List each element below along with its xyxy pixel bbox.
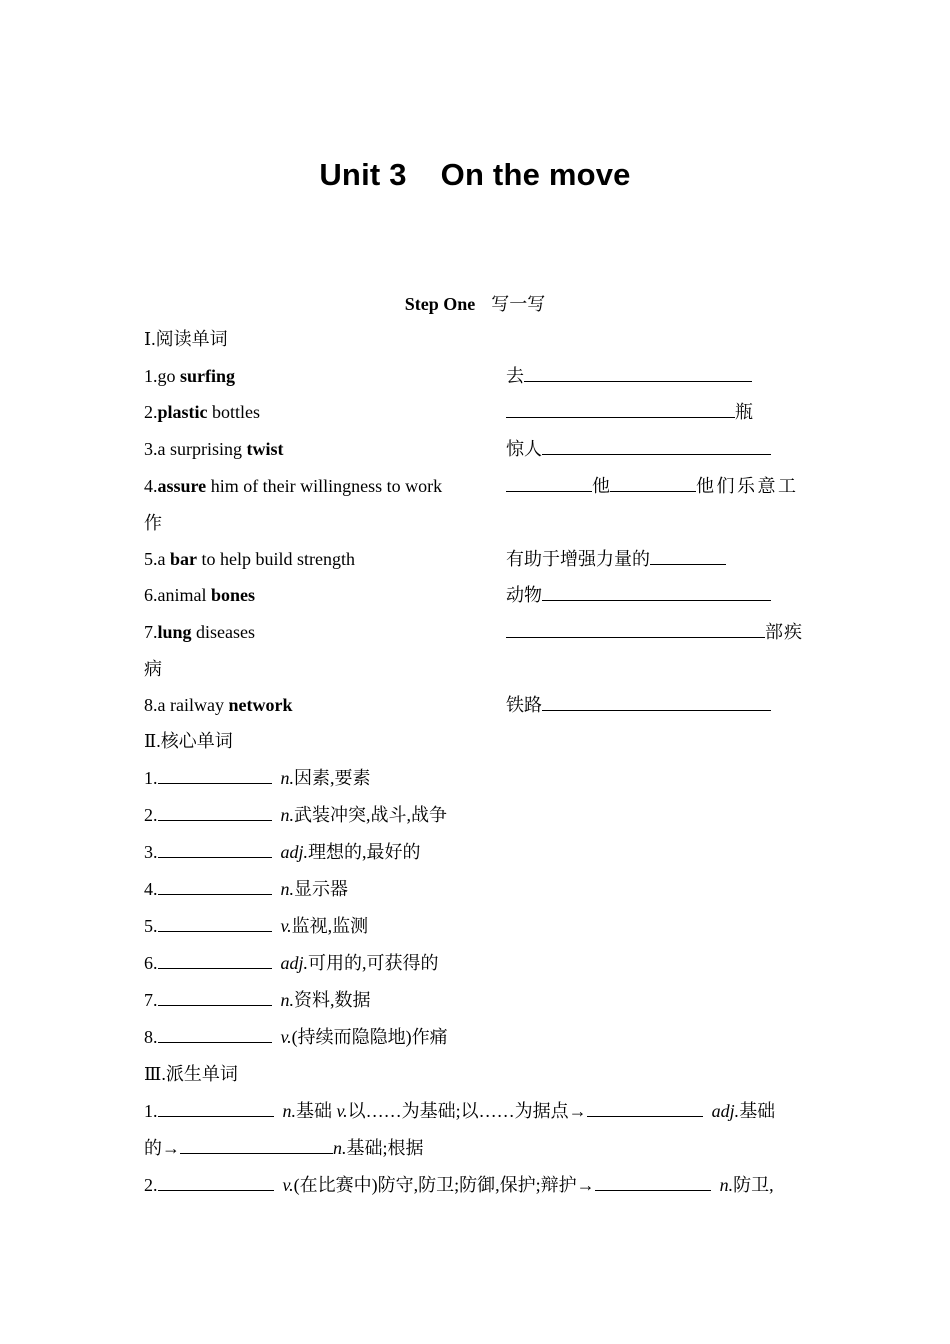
- answer-blank[interactable]: [524, 364, 752, 382]
- answer-blank[interactable]: [158, 877, 272, 895]
- reading-answer-5: 有助于增强力量的: [506, 546, 726, 572]
- core-item-6: 6. adj.可用的,可获得的: [144, 953, 439, 973]
- derived-item-2: 2. v.(在比赛中)防守,防卫;防御,保护;辩护→ n.防卫,: [144, 1175, 774, 1195]
- reading-answer-8: 铁路: [506, 692, 771, 718]
- derived-item-1: 1. n.基础 v.以……为基础;以……为据点→ adj.基础: [144, 1101, 776, 1121]
- answer-blank[interactable]: [587, 1099, 703, 1117]
- page-title: Unit 3 On the move: [319, 157, 631, 192]
- answer-blank[interactable]: [158, 1025, 272, 1043]
- derived-item-1-wrap: 的→ n.基础;根据: [144, 1138, 424, 1158]
- reading-item-7: 7.lung diseases: [144, 622, 256, 642]
- answer-blank[interactable]: [506, 474, 592, 492]
- reading-item-4: 4.assure him of their willingness to work: [144, 476, 443, 496]
- core-item-2: 2. n.武装冲突,战斗,战争: [144, 805, 447, 825]
- answer-blank[interactable]: [610, 474, 696, 492]
- answer-blank[interactable]: [158, 840, 272, 858]
- answer-blank[interactable]: [650, 547, 726, 565]
- section-heading-core: Ⅱ.核心单词: [144, 731, 233, 751]
- reading-item-7-wrap: 病: [144, 659, 162, 679]
- answer-blank[interactable]: [158, 914, 272, 932]
- answer-blank[interactable]: [158, 951, 272, 969]
- answer-blank[interactable]: [542, 437, 771, 455]
- core-item-5: 5. v.监视,监测: [144, 916, 369, 936]
- answer-blank[interactable]: [158, 803, 272, 821]
- step-heading: Step One 写一写: [404, 294, 546, 314]
- answer-blank[interactable]: [158, 766, 272, 784]
- reading-item-6: 6.animal bones: [144, 585, 255, 605]
- reading-answer-1: 去: [506, 363, 752, 389]
- core-item-4: 4. n.显示器: [144, 879, 348, 899]
- reading-answer-4: 他 他们乐意工: [506, 473, 799, 499]
- reading-item-4-wrap: 作: [144, 513, 162, 533]
- reading-answer-7: 部疾: [506, 619, 803, 645]
- core-item-8: 8. v.(持续而隐隐地)作痛: [144, 1027, 448, 1047]
- answer-blank[interactable]: [595, 1173, 711, 1191]
- answer-blank[interactable]: [158, 988, 272, 1006]
- reading-answer-3: 惊人: [506, 436, 771, 462]
- section-heading-reading: Ⅰ.阅读单词: [144, 329, 228, 349]
- answer-blank[interactable]: [506, 620, 765, 638]
- answer-blank[interactable]: [542, 583, 771, 601]
- reading-item-5: 5.a bar to help build strength: [144, 549, 355, 569]
- reading-item-8: 8.a railway network: [144, 695, 293, 715]
- answer-blank[interactable]: [506, 400, 735, 418]
- section-heading-derived: Ⅲ.派生单词: [144, 1064, 238, 1084]
- reading-item-1: 1.go surfing: [144, 366, 236, 386]
- answer-blank[interactable]: [542, 693, 771, 711]
- reading-answer-2: 瓶: [506, 399, 753, 425]
- reading-item-3: 3.a surprising twist: [144, 439, 284, 459]
- answer-blank[interactable]: [180, 1136, 333, 1154]
- core-item-1: 1. n.因素,要素: [144, 768, 371, 788]
- core-item-3: 3. adj.理想的,最好的: [144, 842, 421, 862]
- reading-item-2: 2.plastic bottles: [144, 402, 261, 422]
- answer-blank[interactable]: [158, 1173, 274, 1191]
- core-item-7: 7. n.资料,数据: [144, 990, 371, 1010]
- answer-blank[interactable]: [158, 1099, 274, 1117]
- reading-answer-6: 动物: [506, 582, 771, 608]
